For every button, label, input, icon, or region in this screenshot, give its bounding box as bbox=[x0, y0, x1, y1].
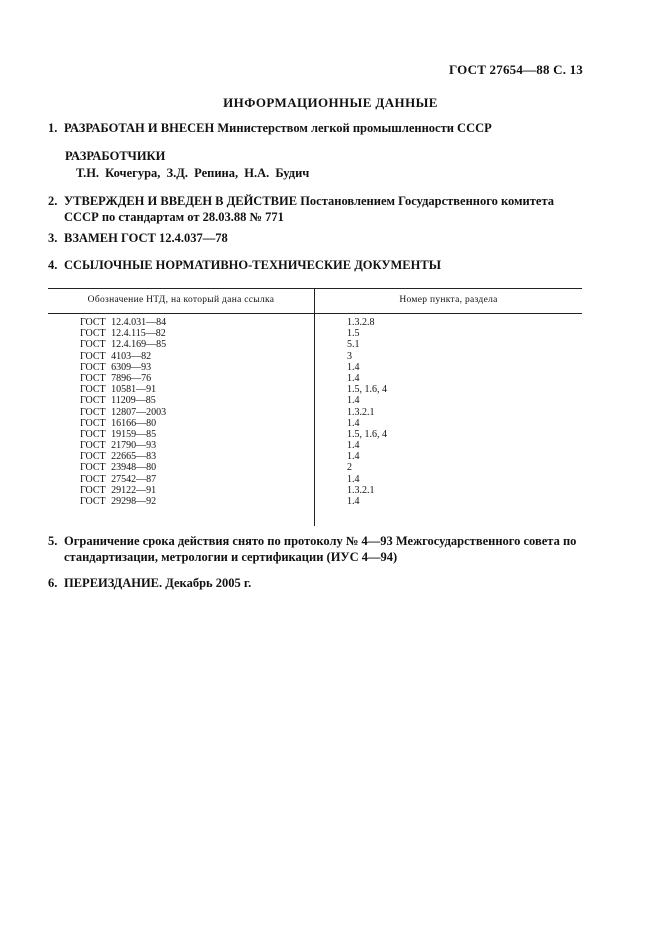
item-2-rest: Постановлением Государственного комитета СССР по стандартам от 28.03.88 № 771 bbox=[64, 194, 554, 224]
ntd-designation: ГОСТ 23948—80 bbox=[80, 462, 157, 474]
clause-number: 1.3.2.8 bbox=[347, 317, 375, 328]
table-row bbox=[48, 395, 582, 406]
clause-number: 1.4 bbox=[347, 361, 360, 373]
clause-number: 1.4 bbox=[347, 440, 360, 452]
ntd-designation: ГОСТ 11209—85 bbox=[80, 395, 156, 407]
clause-number: 1.4 bbox=[347, 417, 360, 429]
ntd-designation: ГОСТ 6309—93 bbox=[80, 361, 152, 373]
table-row bbox=[48, 451, 582, 462]
ntd-designation: ГОСТ 4103—82 bbox=[80, 350, 152, 362]
table-body bbox=[48, 317, 582, 507]
clause-number: 1.5, 1.6, 4 bbox=[347, 428, 387, 440]
item-6 bbox=[48, 575, 588, 591]
item-4-text: ССЫЛОЧНЫЕ НОРМАТИВНО-ТЕХНИЧЕСКИЕ ДОКУМЕНТЫ bbox=[64, 258, 441, 272]
item-number: 3. bbox=[48, 231, 58, 245]
clause-number: 1.3.2.1 bbox=[347, 406, 375, 418]
page-title: ИНФОРМАЦИОННЫЕ ДАННЫЕ bbox=[223, 95, 438, 110]
ntd-designation: ГОСТ 10581—91 bbox=[80, 384, 157, 396]
table-header-rule bbox=[48, 313, 582, 314]
clause-number: 1.5 bbox=[347, 328, 360, 340]
item-1-bold: РАЗРАБОТАН И ВНЕСЕН bbox=[64, 121, 215, 135]
table-row bbox=[48, 462, 582, 473]
clause-number: 1.5, 1.6, 4 bbox=[347, 384, 387, 396]
ntd-designation: ГОСТ 29298—92 bbox=[80, 496, 157, 507]
item-3 bbox=[48, 230, 588, 246]
page-reference: ГОСТ 27654—88 С. 13 bbox=[449, 62, 583, 77]
ntd-designation: ГОСТ 21790—93 bbox=[80, 440, 157, 452]
item-2 bbox=[48, 193, 588, 225]
table-row bbox=[48, 362, 582, 373]
item-1-rest: Министерством легкой промышленности СССР bbox=[214, 121, 492, 135]
clause-number: 1.4 bbox=[347, 451, 360, 463]
item-1 bbox=[48, 120, 588, 136]
table-row bbox=[48, 317, 582, 328]
ntd-designation: ГОСТ 12807—2003 bbox=[80, 406, 167, 418]
ntd-designation: ГОСТ 27542—87 bbox=[80, 473, 157, 485]
item-2-bold: УТВЕРЖДЕН И ВВЕДЕН В ДЕЙСТВИЕ bbox=[64, 194, 298, 208]
ntd-designation: ГОСТ 29122—91 bbox=[80, 484, 157, 496]
table-row bbox=[48, 373, 582, 384]
clause-number: 1.4 bbox=[347, 473, 360, 485]
item-6-text: ПЕРЕИЗДАНИЕ. Декабрь 2005 г. bbox=[64, 576, 252, 590]
item-3-text: ВЗАМЕН ГОСТ 12.4.037—78 bbox=[64, 231, 228, 245]
item-number: 2. bbox=[48, 194, 58, 208]
ntd-designation: ГОСТ 12.4.115—82 bbox=[80, 328, 166, 340]
table-row bbox=[48, 418, 582, 429]
item-number: 4. bbox=[48, 258, 58, 272]
table-row bbox=[48, 485, 582, 496]
clause-number: 5.1 bbox=[347, 339, 360, 351]
table-row bbox=[48, 429, 582, 440]
ntd-designation: ГОСТ 16166—80 bbox=[80, 417, 157, 429]
column-header-clause: Номер пункта, раздела bbox=[399, 295, 498, 305]
clause-number: 1.4 bbox=[347, 372, 360, 384]
ntd-designation: ГОСТ 7896—76 bbox=[80, 372, 152, 384]
clause-number: 1.3.2.1 bbox=[347, 484, 375, 496]
column-header-document: Обозначение НТД, на который дана ссылка bbox=[87, 295, 275, 305]
item-number: 1. bbox=[48, 121, 58, 135]
table-row bbox=[48, 384, 582, 395]
ntd-designation: ГОСТ 22665—83 bbox=[80, 451, 157, 463]
table-row bbox=[48, 351, 582, 362]
table-row bbox=[48, 407, 582, 418]
table-row bbox=[48, 496, 582, 507]
ntd-designation: ГОСТ 12.4.169—85 bbox=[80, 339, 167, 351]
table-row bbox=[48, 328, 582, 339]
table-row bbox=[48, 339, 582, 350]
clause-number: 1.4 bbox=[347, 496, 360, 507]
developers-title: РАЗРАБОТЧИКИ bbox=[65, 149, 166, 163]
developers-names: Т.Н. Кочегура, З.Д. Репина, Н.А. Будич bbox=[76, 166, 310, 180]
table-row bbox=[48, 440, 582, 451]
item-4 bbox=[48, 257, 588, 273]
clause-number: 3 bbox=[347, 350, 352, 362]
item-number: 5. bbox=[48, 534, 58, 548]
ntd-designation: ГОСТ 12.4.031—84 bbox=[80, 317, 167, 328]
table-row bbox=[48, 474, 582, 485]
item-number: 6. bbox=[48, 576, 58, 590]
clause-number: 1.4 bbox=[347, 395, 360, 407]
table-top-rule bbox=[48, 288, 582, 289]
ntd-designation: ГОСТ 19159—85 bbox=[80, 428, 157, 440]
item-5 bbox=[48, 533, 588, 565]
item-5-text: Ограничение срока действия снято по протоколу № 4—93 Межгосударственного совета по стандартизации, метрологии и сертификации (ИУС 4—94) bbox=[64, 534, 577, 564]
clause-number: 2 bbox=[347, 462, 352, 474]
